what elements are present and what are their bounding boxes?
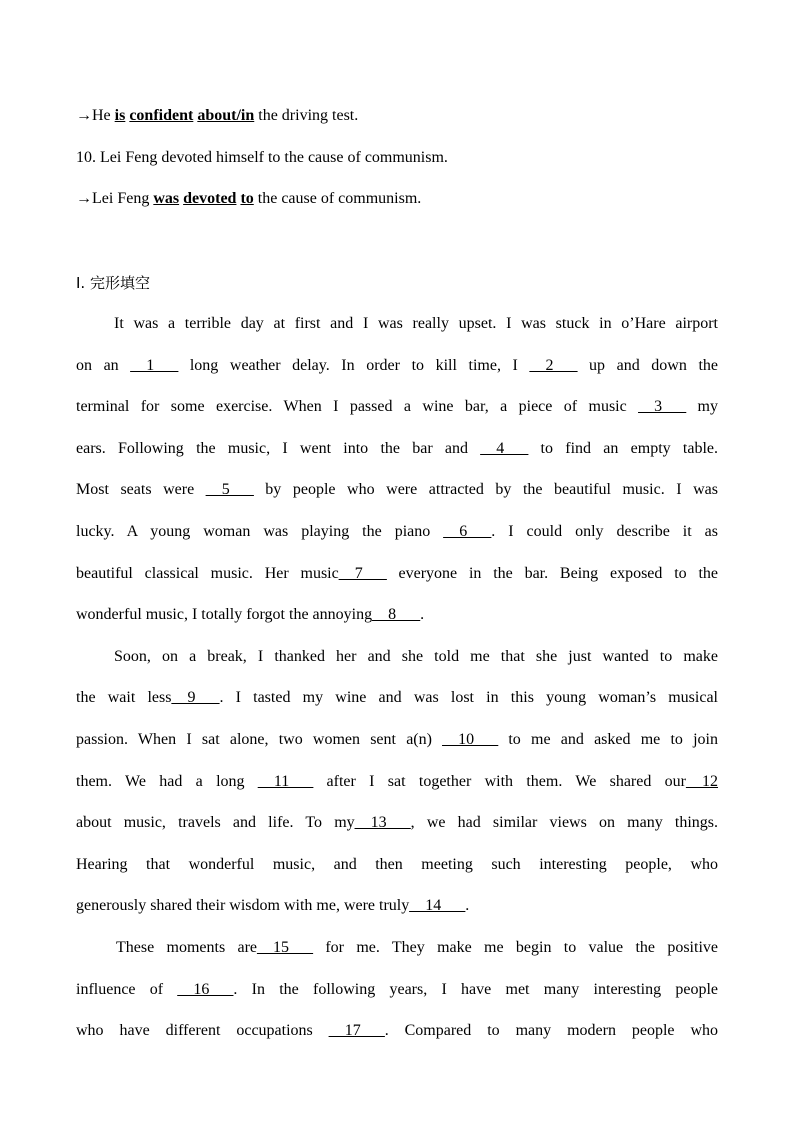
text-span: Soon, on a break, I thanked her and she told me that she just wanted to make bbox=[114, 648, 718, 665]
text-line bbox=[114, 647, 718, 667]
text-line bbox=[76, 605, 718, 625]
text-span: . bbox=[420, 606, 425, 623]
text-span: them. We had a long bbox=[76, 773, 258, 790]
text-span: 10. Lei Feng devoted himself to the cause of communism. bbox=[76, 149, 448, 166]
text-span: . In the following years, I have met many interesting people bbox=[233, 981, 718, 998]
blank-number: __17___ bbox=[328, 1022, 385, 1039]
text-line bbox=[76, 356, 718, 376]
text-line bbox=[76, 189, 718, 209]
text-span: who have different occupations bbox=[76, 1022, 329, 1039]
text-span: lucky. A young woman was playing the piano bbox=[76, 523, 444, 540]
text-line bbox=[76, 106, 718, 126]
text-line bbox=[76, 1021, 718, 1041]
text-span: on an bbox=[76, 357, 131, 374]
text-span: to find an empty table. bbox=[528, 440, 718, 457]
blank-number: __10___ bbox=[442, 731, 499, 748]
text-line bbox=[76, 980, 718, 1000]
text-span: →Lei Feng bbox=[76, 190, 154, 207]
text-line bbox=[76, 148, 718, 168]
text-span: . I could only describe it as bbox=[491, 523, 718, 540]
blank-number: __6___ bbox=[443, 523, 492, 540]
text-span: the driving test. bbox=[254, 107, 359, 124]
text-span: generously shared their wisdom with me, were truly bbox=[76, 897, 410, 914]
text-line bbox=[76, 688, 718, 708]
underlined-answer: about/in bbox=[197, 107, 255, 124]
blank-number: __13___ bbox=[354, 814, 411, 831]
text-line bbox=[76, 772, 718, 792]
text-span: my bbox=[686, 398, 718, 415]
text-span: terminal for some exercise. When I passed a wine bar, a piece of music bbox=[76, 398, 639, 415]
text-span: up and down the bbox=[577, 357, 718, 374]
text-line bbox=[76, 564, 718, 584]
text-line bbox=[76, 397, 718, 417]
text-span: about music, travels and life. To my bbox=[76, 814, 355, 831]
text-span: the wait less bbox=[76, 689, 172, 706]
text-span: influence of bbox=[76, 981, 178, 998]
text-span: to me and asked me to join bbox=[498, 731, 719, 748]
text-span: Most seats were bbox=[76, 481, 206, 498]
underlined-answer: devoted bbox=[183, 190, 237, 207]
text-span: These moments are bbox=[116, 939, 258, 956]
text-line bbox=[76, 730, 718, 750]
text-span: passion. When I sat alone, two women sent a(n) bbox=[76, 731, 443, 748]
text-span: by people who were attracted by the beautiful music. I was bbox=[253, 481, 719, 498]
text-span: . Compared to many modern people who bbox=[384, 1022, 719, 1039]
blank-number: __7___ bbox=[338, 565, 387, 582]
blank-number: __11___ bbox=[257, 773, 314, 790]
blank-number: __3___ bbox=[638, 398, 687, 415]
text-span: for me. They make me begin to value the positive bbox=[313, 939, 718, 956]
text-span: beautiful classical music. Her music bbox=[76, 565, 339, 582]
blank-number: __1___ bbox=[130, 357, 179, 374]
blank-number: __15___ bbox=[257, 939, 314, 956]
underlined-answer: is bbox=[114, 107, 126, 124]
text-span: →He bbox=[76, 107, 115, 124]
blank-number: __5___ bbox=[205, 481, 254, 498]
text-line bbox=[76, 813, 718, 833]
text-span: , we had similar views on many things. bbox=[410, 814, 719, 831]
blank-number: __8___ bbox=[372, 606, 421, 623]
blank-number: __4___ bbox=[480, 440, 529, 457]
text-span: . bbox=[465, 897, 470, 914]
underlined-answer: confident bbox=[129, 107, 194, 124]
text-line bbox=[114, 314, 718, 334]
section-heading bbox=[76, 273, 718, 293]
text-line bbox=[76, 522, 718, 542]
blank-number: __2___ bbox=[529, 357, 578, 374]
blank-number: __12 bbox=[686, 773, 719, 790]
text-span: wonderful music, I totally forgot the annoying bbox=[76, 606, 373, 623]
text-line bbox=[76, 480, 718, 500]
underlined-answer: to bbox=[240, 190, 254, 207]
text-span: Hearing that wonderful music, and then meeting such interesting people, who bbox=[76, 856, 718, 873]
text-span: everyone in the bar. Being exposed to the bbox=[386, 565, 718, 582]
text-span: after I sat together with them. We shared our bbox=[313, 773, 687, 790]
text-span: ears. Following the music, I went into the bar and bbox=[76, 440, 481, 457]
text-span: . I tasted my wine and was lost in this young woman’s musical bbox=[219, 689, 718, 706]
underlined-answer: was bbox=[153, 190, 180, 207]
text-span: Ⅰ. 完形填空 bbox=[76, 274, 150, 292]
text-line bbox=[116, 938, 718, 958]
text-line bbox=[76, 439, 718, 459]
text-line bbox=[76, 855, 718, 875]
blank-number: __16___ bbox=[177, 981, 234, 998]
blank-number: __9___ bbox=[171, 689, 220, 706]
text-span: It was a terrible day at first and I was really upset. I was stuck in o’Hare airport bbox=[114, 315, 718, 332]
text-line bbox=[76, 896, 718, 916]
text-span: long weather delay. In order to kill time, I bbox=[178, 357, 530, 374]
text-span: the cause of communism. bbox=[253, 190, 422, 207]
blank-number: __14___ bbox=[409, 897, 466, 914]
